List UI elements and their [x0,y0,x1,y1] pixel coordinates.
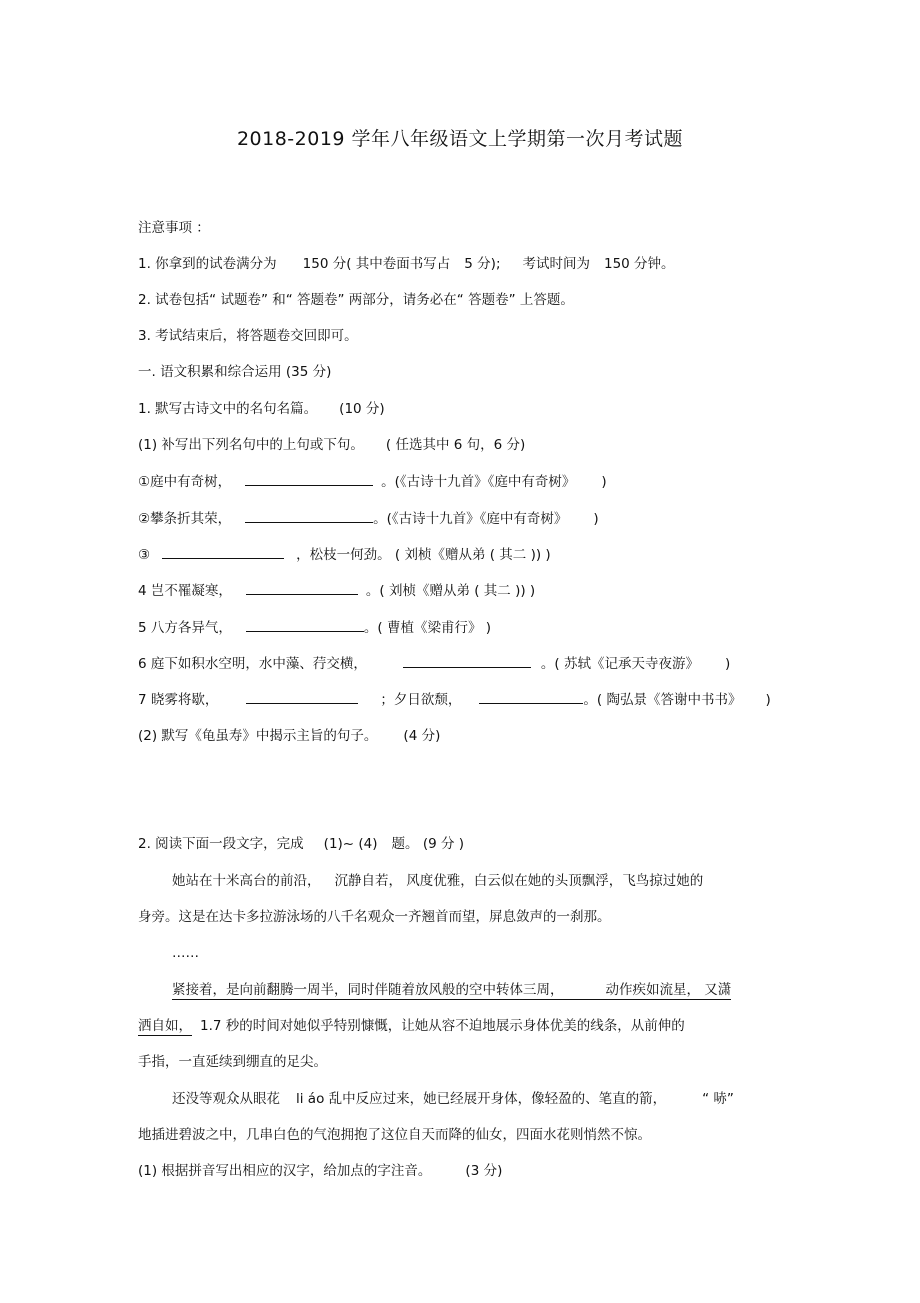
fill-item-5 [138,618,491,637]
note-2: 2. 试卷包括“ 试题卷” 和“ 答题卷” 两部分，请务必在“ 答题卷” 上答题。 [138,292,574,308]
para-2-middle: 1.7 秒的时间对她似乎特别慷慨，让她从容不迫地展示身体优美的线条，从前伸的 [200,1018,685,1034]
note-1-part-c: 5 分); [464,256,501,272]
fill-item-1 [138,472,607,491]
question-1-text: 1. 默写古诗文中的名句名篇。 [138,401,318,417]
item-2-close: ) [593,511,599,527]
item-3-start: ③ [138,547,151,563]
question-2-range: (1)~ (4) [323,836,378,852]
subquestion-1-text: (1) 补写出下列名句中的上句或下句。 [138,437,364,453]
para-2-start: 紧接着，是向前翻腾一周半，同时伴随着放风般的空中转体三周， [172,982,564,998]
passage-para-1-line-1 [172,872,703,890]
fill-item-3 [138,545,551,564]
item-7-source: 。( 陶弘景《答谢中书书》 [583,692,742,708]
subquestion-2 [138,727,440,745]
subquestion-1-note: ( 任选其中 6 句，6 分) [385,437,526,453]
item-5-start: 5 八方各异气， [138,620,232,636]
item-7-close: ) [765,692,771,708]
para-2-underlined-b: 洒自如， [138,1018,192,1034]
answer-blank-2[interactable] [245,509,373,523]
answer-blank-4[interactable] [246,581,358,595]
note-1-part-b: 150 分( 其中卷面书写占 [302,256,451,272]
passage-ellipsis: …… [172,945,199,961]
subquestion-2-text: (2) 默写《龟虽寿》中揭示主旨的句子。 [138,728,378,744]
para-3-pinyin: li áo 乱中反应过来，她已经展开身体，像轻盈的、笔直的箭， [296,1091,667,1107]
note-1-part-a: 1. 你拿到的试卷满分为 [138,256,277,272]
item-4-source: 。( 刘桢《赠从弟 ( 其二 )) ) [365,583,536,599]
question-2-sub-1-text: (1) 根据拼音写出相应的汉字，给加点的字注音。 [138,1163,432,1179]
item-6-close: ) [724,656,731,672]
item-7-middle: ；夕日欲颓， [380,692,462,708]
para-1-rest: 沉静自若， 风度优雅，白云似在她的头顶飘浮，飞鸟掠过她的 [334,873,704,889]
fill-item-6 [138,654,730,673]
note-1 [138,255,675,273]
passage-para-2-line-1 [172,981,731,999]
question-1-score: (10 分) [339,401,385,417]
para-1-start: 她站在十米高台的前沿， [172,873,321,889]
question-2-sub-1 [138,1162,502,1180]
answer-blank-6[interactable] [403,654,531,668]
passage-para-2-line-3: 手指，一直延续到绷直的足尖。 [138,1054,327,1070]
subquestion-2-score: (4 分) [403,728,441,744]
passage-para-2-line-2 [138,1017,685,1035]
item-3-rest: ，松枝一何劲。 ( 刘桢《赠从弟 ( 其二 )) ) [296,547,551,563]
answer-blank-3[interactable] [162,545,284,559]
passage-para-1-line-2: 身旁。这是在达卡多拉游泳场的八千名观众一齐翘首而望，屏息敛声的一刹那。 [138,909,611,925]
fill-item-7 [138,690,771,709]
passage-para-3-line-1 [172,1090,734,1108]
item-1-source: 。(《古诗十九首》《庭中有奇树》 [381,474,576,490]
notes-heading: 注意事项 ： [138,220,210,236]
para-2-underlined-a [172,982,731,1000]
question-2-heading [138,835,464,853]
item-1-close: ) [601,474,607,490]
item-1-start: ①庭中有奇树， [138,474,232,490]
section-1-heading: 一. 语文积累和综合运用 (35 分) [138,364,332,380]
question-2-sub-1-score: (3 分) [465,1163,503,1179]
note-1-part-e: 150 分钟。 [604,256,675,272]
item-4-start: 4 岂不罹凝寒， [138,583,232,599]
item-5-source: 。( 曹植《梁甫行》 ) [363,620,492,636]
item-2-start: ②攀条折其荣， [138,511,232,527]
para-3-start: 还没等观众从眼花 [172,1091,280,1107]
item-2-source: 。(《古诗十九首》《庭中有奇树》 [373,511,568,527]
question-2-text-a: 2. 阅读下面一段文字，完成 [138,836,304,852]
passage-para-3-line-2: 地插进碧波之中，几串白色的气泡拥抱了这位自天而降的仙女，四面水花则悄然不惊。 [138,1127,651,1143]
question-1 [138,400,385,418]
question-2-text-c: 题。 (9 分 ) [391,836,465,852]
subquestion-1 [138,436,525,454]
answer-blank-1[interactable] [245,472,373,486]
note-1-part-d: 考试时间为 [522,256,590,272]
answer-blank-7b[interactable] [479,690,583,704]
para-2-underlined-end: 动作疾如流星， 又潇 [605,982,732,998]
item-7-start: 7 晓雾将歇， [138,692,219,708]
item-6-start: 6 庭下如积水空明，水中藻、荇交横， [138,656,367,672]
note-3: 3. 考试结束后，将答题卷交回即可。 [138,328,358,344]
para-3-quote: “ 哧” [702,1091,734,1107]
fill-item-4 [138,581,535,600]
fill-item-2 [138,509,599,528]
answer-blank-7a[interactable] [246,690,358,704]
item-6-source: 。( 苏轼《记承天寺夜游》 [540,656,699,672]
answer-blank-5[interactable] [246,618,364,632]
exam-title: 2018-2019 学年八年级语文上学期第一次月考试题 [236,128,684,150]
